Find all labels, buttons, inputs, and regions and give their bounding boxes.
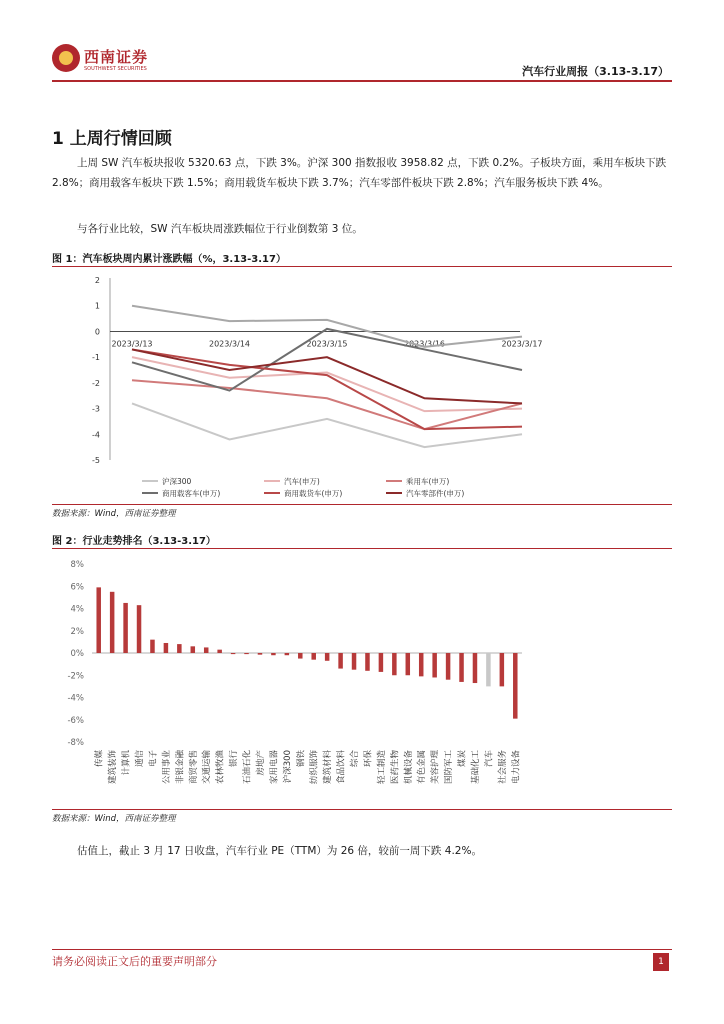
bar <box>110 592 115 653</box>
legend-label: 汽车(申万) <box>284 477 320 486</box>
y-tick-label: 8% <box>70 560 84 570</box>
bar <box>352 653 357 670</box>
x-tick-label: 农林牧渔 <box>215 750 226 785</box>
x-tick-label: 美容护理 <box>430 750 441 785</box>
paragraph-valuation: 估值上，截止 3 月 17 日收盘，汽车行业 PE（TTM）为 26 倍，较前一周下跌 4.2%。 <box>77 845 482 857</box>
figure1-source: 数据来源：Wind，西南证券整理 <box>52 509 176 519</box>
legend-label: 沪深300 <box>162 477 192 486</box>
legend-label: 商用载货车(申万) <box>284 489 343 498</box>
x-tick-label: 轻工制造 <box>376 750 387 785</box>
bar <box>137 605 142 653</box>
y-tick-label: 0% <box>70 649 84 659</box>
x-tick-label: 汽车 <box>484 750 495 768</box>
x-tick-label: 医药生物 <box>390 750 401 785</box>
series-line <box>132 329 522 391</box>
bar <box>96 587 101 653</box>
x-tick-label: 交通运输 <box>202 750 213 785</box>
figure2-caption: 图 2：行业走势排名（3.13-3.17） <box>52 536 216 547</box>
y-tick-label: 2% <box>70 626 84 637</box>
x-tick-label: 2023/3/16 <box>403 339 446 349</box>
bar <box>513 653 518 719</box>
bar <box>500 653 505 686</box>
figure2-bottom-rule <box>52 809 672 810</box>
y-tick-label: -4 <box>92 430 100 440</box>
legend-label: 汽车零部件(申万) <box>406 489 465 498</box>
bar <box>191 646 196 653</box>
x-tick-label: 机械设备 <box>403 750 414 785</box>
x-tick-label: 电子 <box>148 750 159 768</box>
bar <box>177 644 182 653</box>
bar <box>271 653 276 655</box>
y-tick-label: -4% <box>67 693 84 704</box>
x-tick-label: 电力设备 <box>511 750 522 785</box>
y-tick-label: -5 <box>92 456 100 465</box>
logo-subtitle: SOUTHWEST SECURITIES <box>84 66 147 72</box>
x-tick-label: 食品饮料 <box>336 750 347 785</box>
bar <box>419 653 424 676</box>
bar <box>123 603 128 653</box>
x-tick-label: 通信 <box>135 750 146 768</box>
bar <box>338 653 343 669</box>
x-tick-label: 房地产 <box>255 750 266 776</box>
logo-name: 西南证券 <box>84 48 149 66</box>
report-title: 汽车行业周报（3.13-3.17） <box>522 65 669 78</box>
y-tick-label: 4% <box>70 604 84 615</box>
bar <box>406 653 411 675</box>
x-tick-label: 非银金融 <box>175 750 186 785</box>
bar <box>244 653 249 654</box>
footer-disclaimer: 请务必阅读正文后的重要声明部分 <box>52 955 217 968</box>
x-tick-label: 国防军工 <box>444 750 455 785</box>
legend-label: 乘用车(申万) <box>406 477 450 486</box>
bar <box>298 653 303 659</box>
x-tick-label: 环保 <box>363 750 374 768</box>
page-number: 1 <box>653 953 669 971</box>
x-tick-label: 2023/3/15 <box>306 339 348 349</box>
figure1-top-rule <box>52 266 672 267</box>
x-tick-label: 纺织服饰 <box>309 750 320 785</box>
y-tick-label: -2% <box>67 671 84 682</box>
paragraph-industry-compare: 与各行业比较，SW 汽车板块周涨跌幅位于行业倒数第 3 位。 <box>77 223 363 235</box>
x-tick-label: 钢铁 <box>296 750 307 768</box>
y-tick-label: -1 <box>92 353 100 363</box>
x-tick-label: 家用电器 <box>269 750 280 785</box>
bar <box>231 653 236 654</box>
y-tick-label: 2 <box>94 276 100 285</box>
section-title: 1 上周行情回顾 <box>52 129 172 149</box>
header-divider <box>52 80 672 82</box>
bar <box>325 653 330 661</box>
bar <box>459 653 464 682</box>
x-tick-label: 2023/3/13 <box>111 339 153 349</box>
bar <box>392 653 397 675</box>
bar <box>204 647 209 653</box>
bar <box>164 643 169 653</box>
figure2-bar-chart <box>52 550 672 808</box>
bar <box>150 640 155 653</box>
x-tick-label: 计算机 <box>121 750 132 776</box>
y-tick-label: -3 <box>92 404 100 414</box>
figure1-caption: 图 1：汽车板块周内累计涨跌幅（%，3.13-3.17） <box>52 254 286 265</box>
y-tick-label: 6% <box>70 582 84 593</box>
legend-label: 商用载客车(申万) <box>162 489 221 498</box>
y-tick-label: 0 <box>94 327 100 337</box>
bar <box>486 653 491 686</box>
x-tick-label: 建筑材料 <box>323 750 334 785</box>
x-tick-label: 2023/3/14 <box>208 339 251 349</box>
y-tick-label: -2 <box>92 378 100 388</box>
logo-emblem <box>52 44 80 72</box>
y-tick-label: -6% <box>67 715 84 726</box>
x-tick-label: 公用事业 <box>161 750 172 785</box>
bar <box>217 650 222 653</box>
bar <box>473 653 478 683</box>
x-tick-label: 煤炭 <box>457 750 468 768</box>
footer-divider <box>52 949 672 950</box>
x-tick-label: 基础化工 <box>470 750 481 785</box>
x-tick-label: 社会服务 <box>497 750 508 785</box>
x-tick-label: 沪深300 <box>282 750 293 784</box>
bar <box>311 653 316 660</box>
x-tick-label: 2023/3/17 <box>501 339 543 349</box>
bar <box>258 653 263 655</box>
paragraph-market-review: 上周 SW 汽车板块报收 5320.63 点，下跌 3%。沪深 300 指数报收 3958.82 点，下跌 0.2%。子板块方面，乘用车板块下跌 2.8%；商用载客车板块下跌 1.5%；商用载货车板块下跌 3.7%；汽车零部件板块下跌 2.8%；汽车服务板块下跌 4%。 <box>52 157 667 189</box>
y-tick-label: -8% <box>67 738 84 748</box>
bar <box>365 653 370 671</box>
bar <box>446 653 451 680</box>
x-tick-label: 传媒 <box>94 750 105 768</box>
x-tick-label: 银行 <box>229 750 240 768</box>
bar <box>379 653 384 672</box>
x-tick-label: 综合 <box>350 750 361 768</box>
figure1-line-chart <box>52 268 672 503</box>
y-tick-label: 1 <box>94 301 100 311</box>
figure2-top-rule <box>52 548 672 549</box>
bar <box>285 653 290 655</box>
company-logo <box>52 44 152 76</box>
x-tick-label: 建筑装饰 <box>108 750 119 785</box>
x-tick-label: 商贸零售 <box>188 750 199 785</box>
x-tick-label: 石油石化 <box>242 750 253 785</box>
x-tick-label: 有色金属 <box>417 750 428 785</box>
figure2-source: 数据来源：Wind，西南证券整理 <box>52 814 176 824</box>
series-line <box>132 380 522 429</box>
bar <box>432 653 437 677</box>
figure1-bottom-rule <box>52 504 672 505</box>
